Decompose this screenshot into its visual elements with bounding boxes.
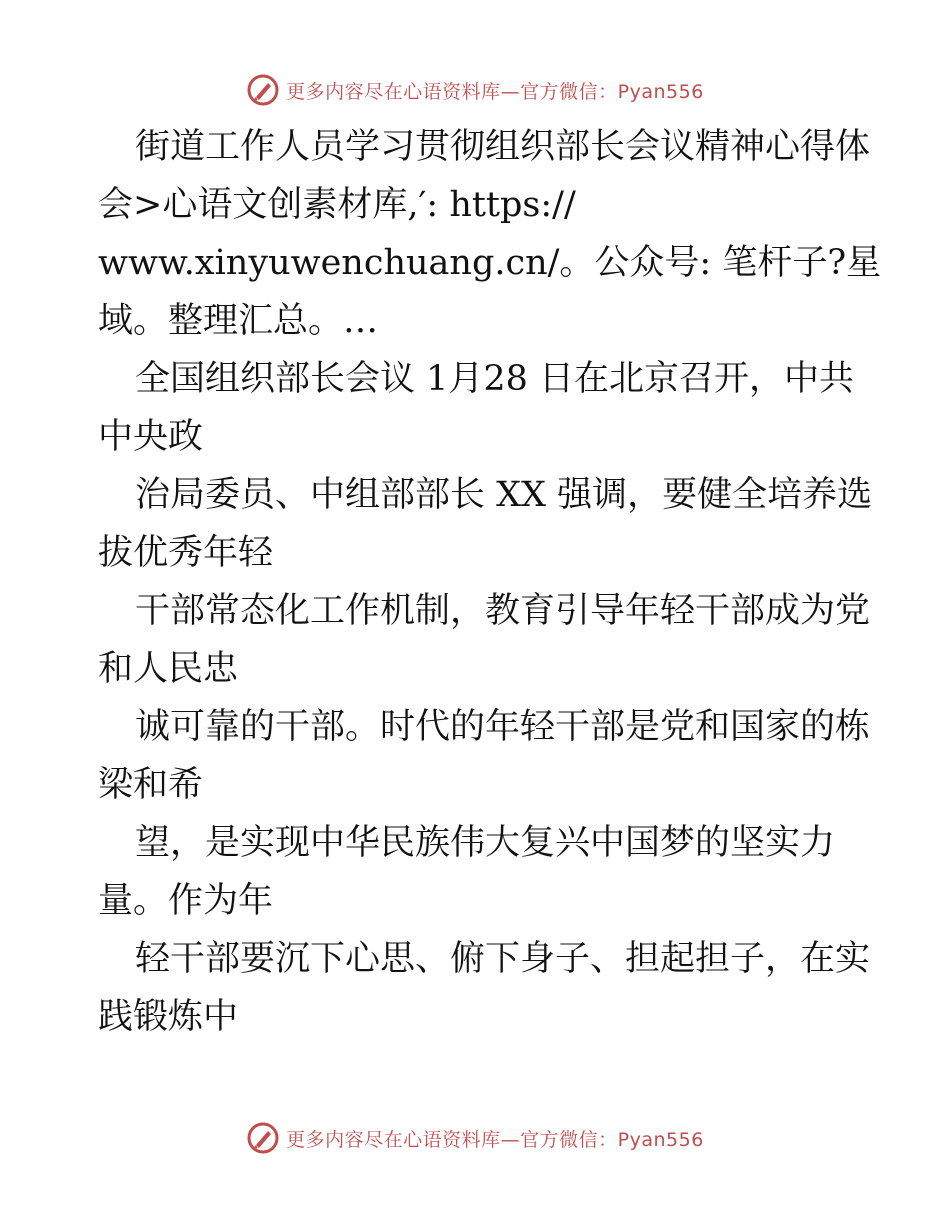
text-line: 诚可靠的干部。时代的年轻干部是党和国家的栋: [135, 707, 871, 747]
text-line: 治局委员、中组部部长 XX 强调，要健全培养选: [135, 475, 873, 515]
text-line: www.xinyuwenchuang.cn/。公众号: 笔杆子?星: [98, 243, 882, 283]
text-line: 会>心语文创素材库,′: https://: [98, 185, 576, 225]
text-line: 街道工作人员学习贯彻组织部长会议精神心得体: [135, 127, 871, 167]
pen-seal-icon: [246, 73, 280, 107]
text-line: 量。作为年: [98, 881, 274, 921]
text-line: 和人民忠: [98, 649, 239, 689]
header-banner: [0, 70, 950, 110]
document-body: [98, 118, 882, 1046]
text-line: 中央政: [98, 417, 204, 457]
text-line: 干部常态化工作机制，教育引导年轻干部成为党: [135, 591, 871, 631]
pen-seal-icon: [246, 1121, 280, 1155]
header-banner-text: 更多内容尽在心语资料库—官方微信：Pyan556: [286, 80, 704, 103]
text-line: 拔优秀年轻: [98, 533, 274, 573]
footer-banner-text: 更多内容尽在心语资料库—官方微信：Pyan556: [286, 1128, 704, 1151]
footer-banner: [0, 1118, 950, 1158]
text-line: 梁和希: [98, 765, 204, 805]
text-line: 望，是实现中华民族伟大复兴中国梦的坚实力: [135, 823, 836, 863]
text-line: 域。整理汇总。…: [98, 301, 379, 341]
text-line: 全国组织部长会议 1月28 日在北京召开，中共: [135, 359, 855, 399]
text-line: 轻干部要沉下心思、俯下身子、担起担子，在实: [135, 939, 871, 979]
text-line: 践锻炼中: [98, 997, 239, 1037]
